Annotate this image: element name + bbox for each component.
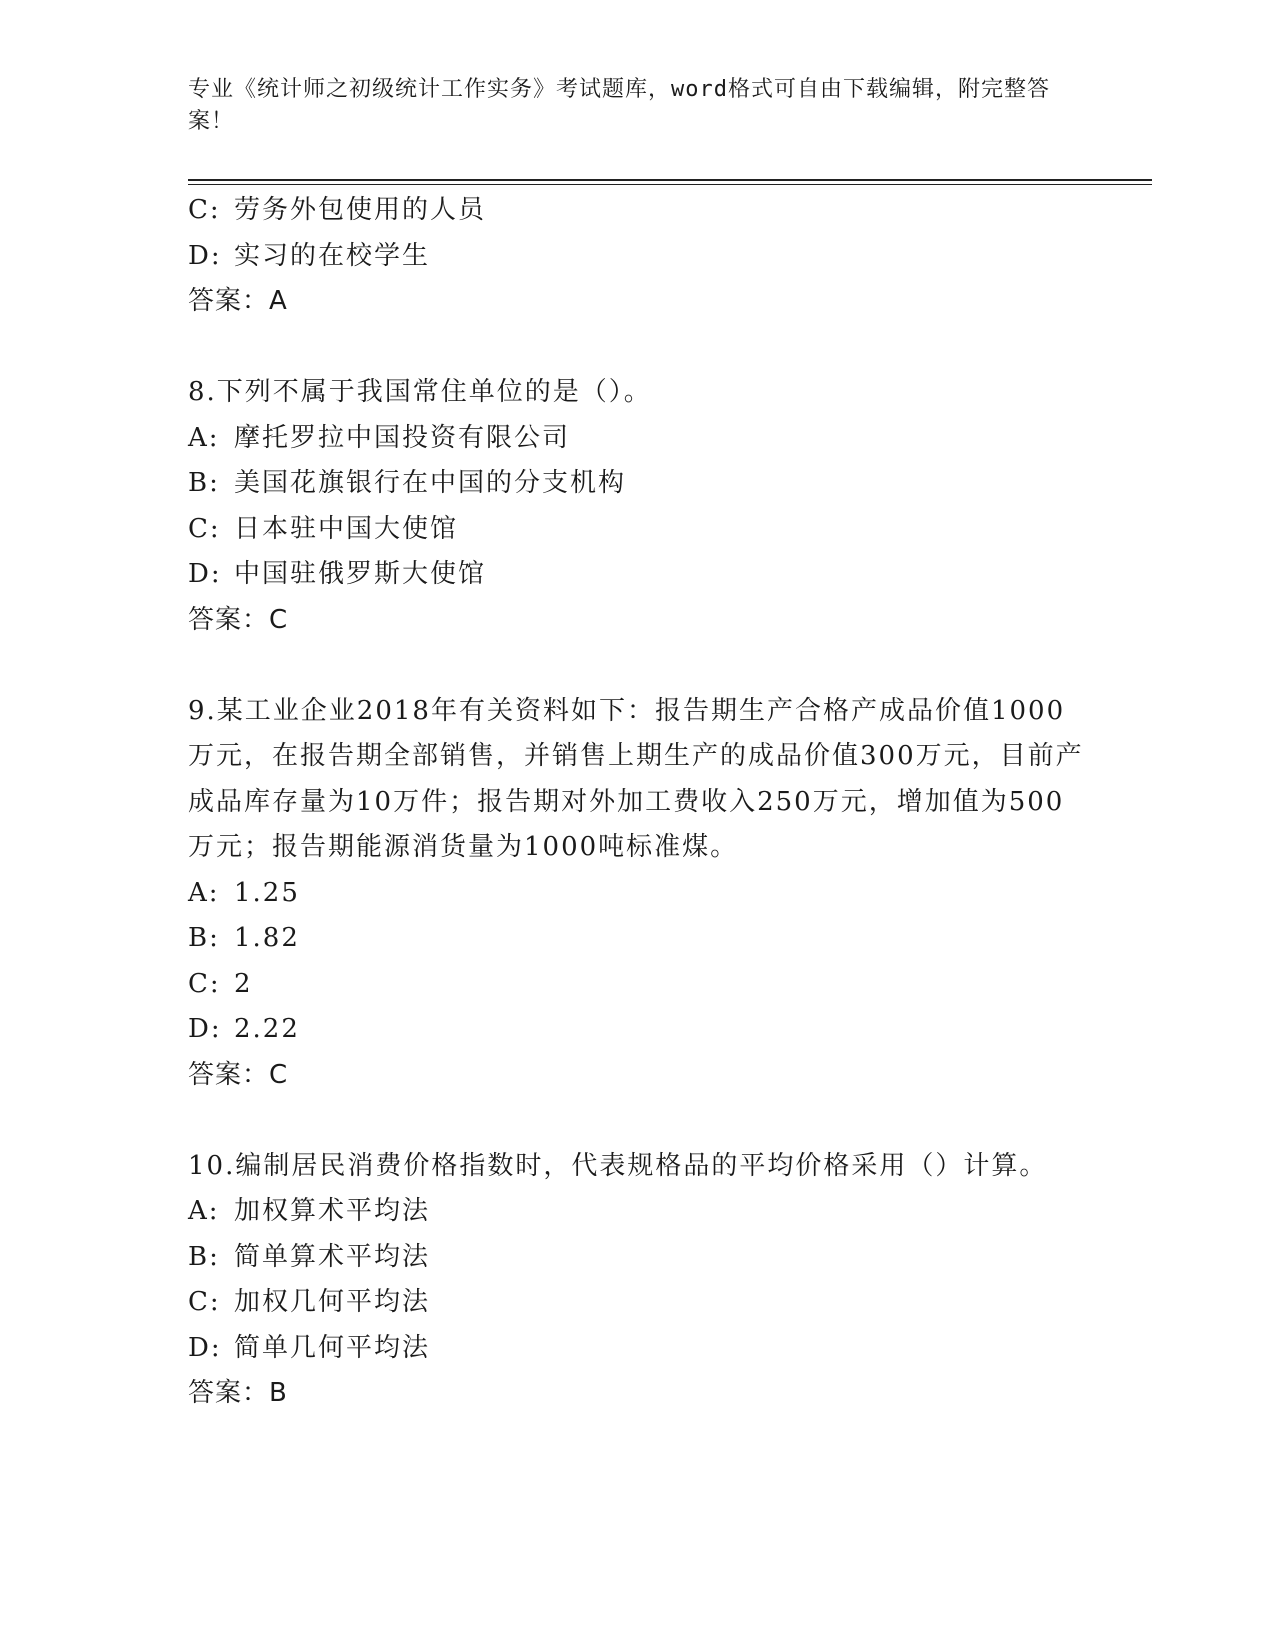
- option-text: 日本驻中国大使馆: [234, 513, 459, 544]
- option-d: [188, 234, 1088, 280]
- option-a: [188, 871, 1088, 917]
- option-text: 劳务外包使用的人员: [234, 195, 487, 225]
- option-a: [188, 416, 1088, 462]
- header-divider-thin: [188, 184, 1152, 185]
- option-b: [188, 916, 1088, 962]
- option-key: A:: [188, 422, 220, 453]
- answer-line: 答案：C: [188, 1059, 289, 1090]
- option-key: D:: [188, 1014, 222, 1044]
- option-c: [188, 507, 1088, 553]
- spacer: [188, 325, 1088, 371]
- question-stem: 8.下列不属于我国常住单位的是（）。: [188, 377, 652, 407]
- option-d: [188, 552, 1088, 598]
- option-text: 加权几何平均法: [234, 1287, 431, 1317]
- option-key: B:: [188, 468, 220, 498]
- option-text: 2.22: [234, 1014, 300, 1044]
- answer-line: 答案：A: [188, 286, 288, 316]
- option-key: C:: [188, 513, 221, 544]
- option-text: 2: [234, 968, 253, 999]
- option-text: 1.82: [234, 923, 300, 953]
- question-stem: 10.编制居民消费价格指数时，代表规格品的平均价格采用（）计算。: [188, 1150, 1048, 1181]
- option-text: 实习的在校学生: [234, 240, 431, 271]
- option-key: A:: [188, 1196, 220, 1226]
- answer-line: 答案：B: [188, 1378, 288, 1408]
- option-c: [188, 1280, 1088, 1326]
- option-key: D:: [188, 240, 222, 271]
- document-header: 专业《统计师之初级统计工作实务》考试题库，word格式可自由下载编辑，附完整答案！: [188, 77, 1050, 134]
- option-key: A:: [188, 877, 220, 908]
- question-list: [188, 188, 1088, 1417]
- question-7: [188, 188, 1088, 325]
- option-text: 加权算术平均法: [234, 1196, 431, 1226]
- question-9: [188, 689, 1088, 1099]
- option-text: 1.25: [234, 877, 300, 908]
- option-text: 中国驻俄罗斯大使馆: [234, 559, 487, 589]
- option-d: [188, 1326, 1088, 1372]
- option-a: [188, 1189, 1088, 1235]
- option-key: D:: [188, 559, 222, 589]
- option-key: C:: [188, 195, 221, 225]
- option-key: B:: [188, 923, 220, 953]
- option-key: C:: [188, 1287, 221, 1317]
- option-d: [188, 1007, 1088, 1053]
- question-8: [188, 370, 1088, 643]
- option-key: C:: [188, 968, 221, 999]
- question-10: [188, 1144, 1088, 1417]
- header-divider-thick: [188, 179, 1152, 181]
- option-text: 简单算术平均法: [234, 1241, 431, 1272]
- option-key: B:: [188, 1241, 220, 1272]
- option-key: D:: [188, 1332, 222, 1363]
- spacer: [188, 1098, 1088, 1144]
- question-stem: 9.某工业企业2018年有关资料如下：报告期生产合格产成品价值1000万元，在报告期全部销售，并销售上期生产的成品价值300万元，目前产成品库存量为10万件；报告期对外加工费收入250万元，增加值为500万元；报告期能源消货量为1000吨标准煤。: [188, 695, 1084, 862]
- option-c: [188, 962, 1088, 1008]
- option-text: 简单几何平均法: [234, 1332, 431, 1363]
- option-b: [188, 1235, 1088, 1281]
- option-text: 美国花旗银行在中国的分支机构: [234, 468, 627, 498]
- option-b: [188, 461, 1088, 507]
- option-c: [188, 188, 1088, 234]
- answer-line: 答案：C: [188, 604, 289, 635]
- spacer: [188, 643, 1088, 689]
- option-text: 摩托罗拉中国投资有限公司: [234, 422, 571, 453]
